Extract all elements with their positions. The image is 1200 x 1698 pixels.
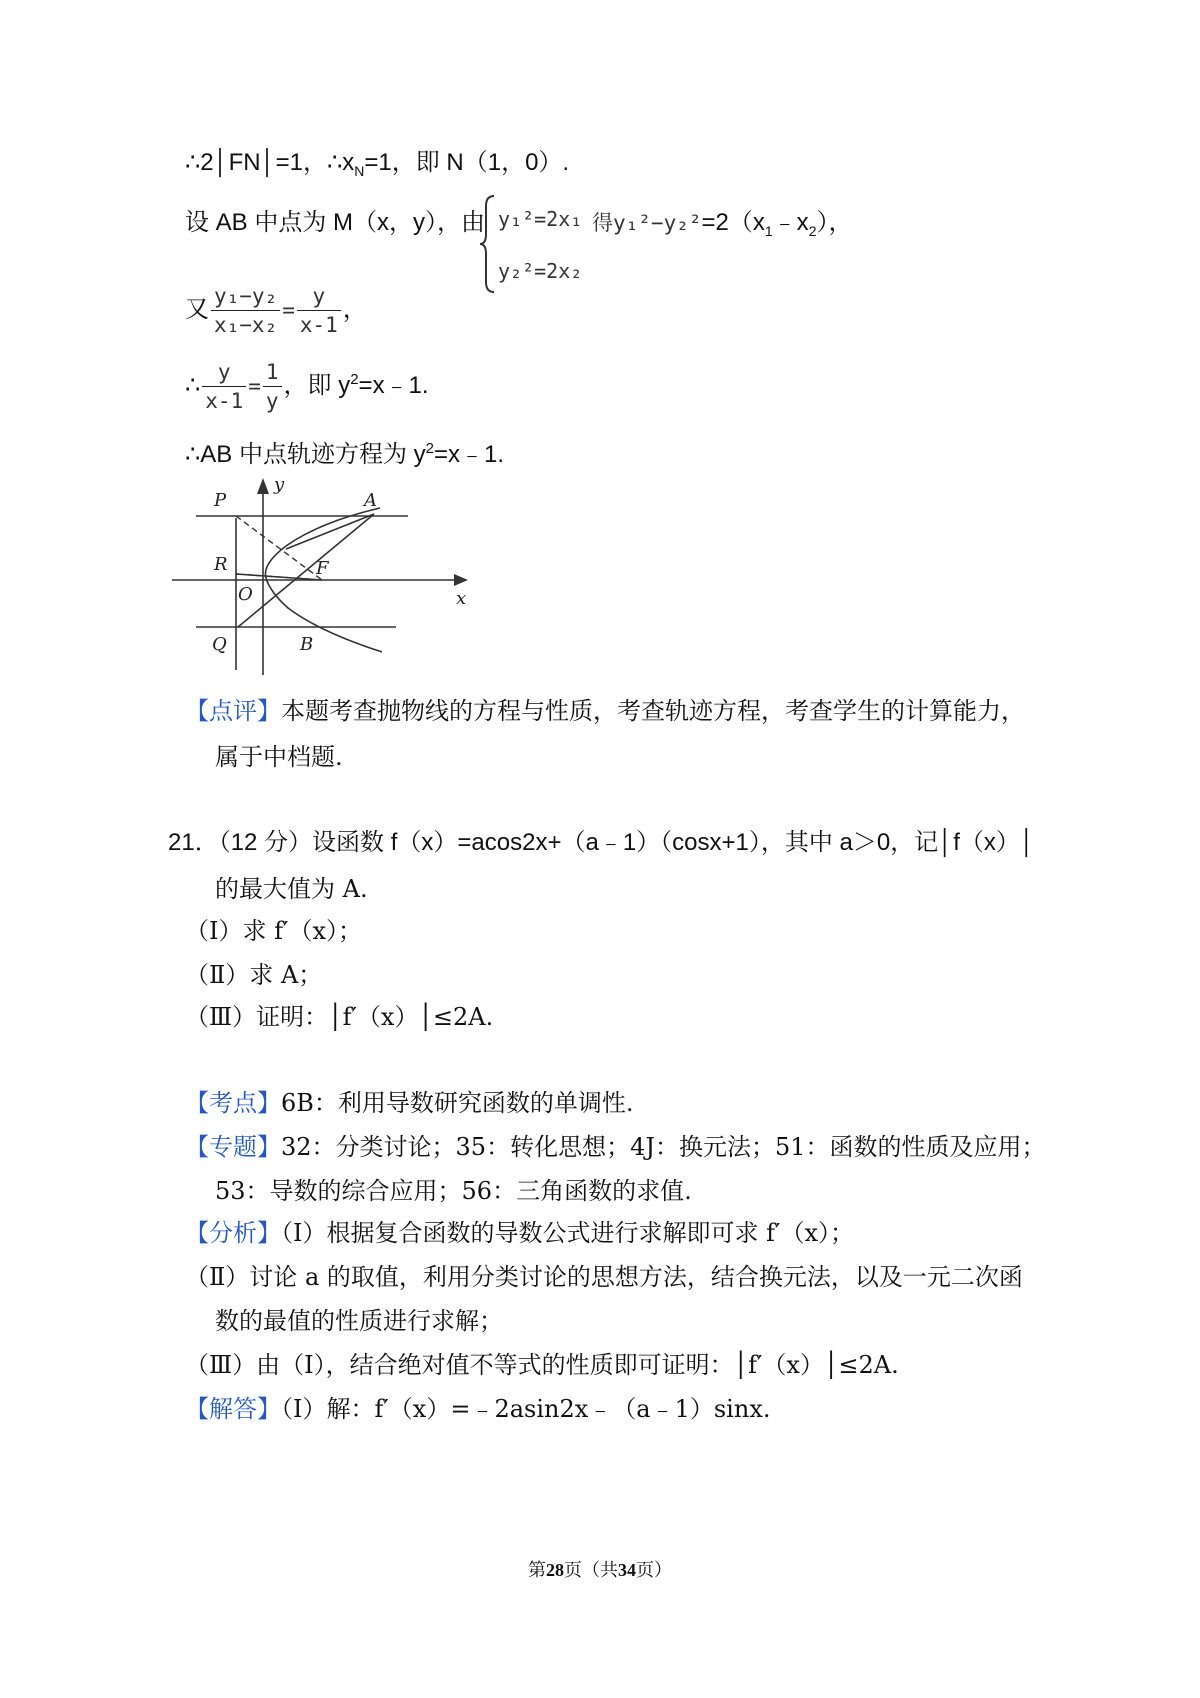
label-y: y xyxy=(274,474,285,495)
line-fn: ∴2│FN│=1，$\therefore x_N=1$，即 N（1，0）. xyxy=(185,149,570,179)
line-slope: 又 $\frac{\text{y₁−y₂}}{\text{x₁−x₂}}$ = $\frac{y}{x-1}$ ， xyxy=(185,284,367,337)
fenxi-line-4: （Ⅲ）由（I），结合绝对值不等式的性质即可证明：│f′（x）│≤2A. xyxy=(185,1351,899,1379)
label-O: O xyxy=(238,584,253,605)
question-21-line-1: 21．（12 分）设函数 f（x）=acos2x+（a﹣1）（cosx+1），其中 a＞0，记│f（x）│ xyxy=(168,829,1035,856)
x-axis-arrow xyxy=(454,574,468,586)
system-row-2: y₂²=2x₂ xyxy=(498,259,583,283)
comment-line-1: 【点评】本题考查抛物线的方程与性质，考查轨迹方程，考查学生的计算能力， xyxy=(185,697,1025,725)
y-axis-arrow xyxy=(257,478,269,494)
fenxi-tag: 【分析】 xyxy=(185,1219,281,1247)
label-P: P xyxy=(214,490,227,511)
line-trajectory: ∴AB 中点轨迹方程为 $y^2=x﹣1$. xyxy=(185,440,504,468)
equation-brace xyxy=(480,192,590,296)
dashed-PF xyxy=(236,516,322,580)
jieda-tag: 【解答】 xyxy=(185,1395,281,1423)
system-row-1: y₁²=2x₁ xyxy=(498,207,583,231)
zhuanti-tag: 【专题】 xyxy=(185,1133,281,1161)
question-21-part-1: （Ⅰ）求 f′（x）； xyxy=(185,917,362,945)
kaodian-line: 【考点】6B：利用导数研究函数的单调性. xyxy=(185,1089,634,1117)
line-midpoint-result: 得$y_1^2-y_2^2=2(x_1﹣x_2)$， xyxy=(592,209,853,239)
line-result: ∴ $\frac{y}{x-1}$ = $\frac{1}{y}$ ，即 $y^2=x﹣1$. xyxy=(185,360,429,413)
fraction-result-2: $\frac{1}{y}$ xyxy=(263,358,282,415)
page-number: 28 xyxy=(546,1560,564,1580)
zhuanti-line-2: 53：导数的综合应用；56：三角函数的求值. xyxy=(215,1177,692,1205)
fraction-slope-2: $\frac{y}{x-1}$ xyxy=(297,282,341,339)
fraction-slope-1: $\frac{\text{y₁−y₂}}{\text{x₁−x₂}}$ xyxy=(211,282,280,339)
chord-AF xyxy=(286,514,374,549)
comment-line-2: 属于中档题. xyxy=(215,743,343,771)
label-x: x xyxy=(456,588,467,609)
label-A: A xyxy=(364,490,377,511)
zhuanti-line-1: 【专题】32：分类讨论；35：转化思想；4J：换元法；51：函数的性质及应用； xyxy=(185,1133,1046,1161)
question-21-line-2: 的最大值为 A. xyxy=(215,875,368,903)
fenxi-line-1: 【分析】（Ⅰ）根据复合函数的导数公式进行求解即可求 f′（x）； xyxy=(185,1219,854,1247)
page-total: 34 xyxy=(618,1560,636,1580)
fenxi-line-3: 数的最值的性质进行求解； xyxy=(215,1307,503,1335)
dashed-RF xyxy=(236,574,322,580)
parabola-figure xyxy=(170,470,480,685)
label-Q: Q xyxy=(212,634,227,655)
question-21-part-3: （Ⅲ）证明：│f′（x）│≤2A. xyxy=(185,1003,494,1031)
fraction-result-1: $\frac{y}{x-1}$ xyxy=(202,358,246,415)
label-R: R xyxy=(214,554,228,575)
fenxi-line-2: （Ⅱ）讨论 a 的取值，利用分类讨论的思想方法，结合换元法，以及一元二次函 xyxy=(185,1263,1023,1291)
line-midpoint: 设 AB 中点为 M（x，y），由 xyxy=(185,209,486,236)
kaodian-tag: 【考点】 xyxy=(185,1089,281,1117)
label-B: B xyxy=(300,634,314,655)
page-footer: 第28页（共34页） xyxy=(528,1560,672,1581)
jieda-line: 【解答】（I）解：f′（x）=﹣2asin2x﹣（a﹣1）sinx. xyxy=(185,1395,771,1423)
chord-AB xyxy=(238,514,374,627)
question-21-part-2: （Ⅱ）求 A； xyxy=(185,961,323,989)
label-F: F xyxy=(316,558,329,579)
comment-tag: 【点评】 xyxy=(185,697,281,725)
